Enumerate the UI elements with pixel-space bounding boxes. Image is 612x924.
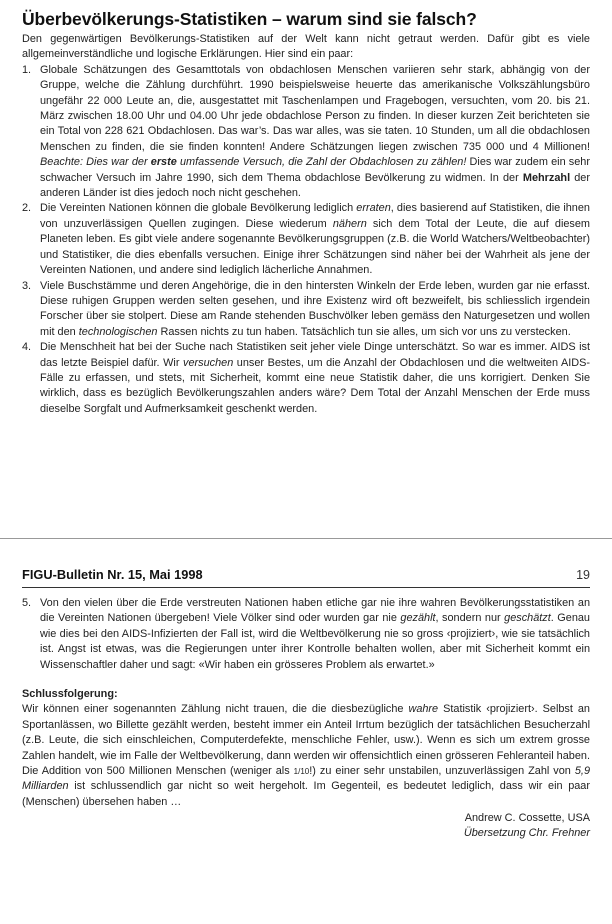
emphasis-bold-text: erste <box>150 156 177 169</box>
list-item-text: der anderen Länder ist dies jedoch noch nicht geschehen. <box>40 171 590 200</box>
emphasis-text: versuchen <box>183 356 234 369</box>
conclusion-paragraph <box>22 702 590 810</box>
emphasis-text: technologischen <box>78 325 158 338</box>
list-item-3 <box>22 279 590 341</box>
emphasis-text: nähern <box>332 217 367 230</box>
list-item-text: Von den vielen über die Erde verstreuten Nationen haben etliche gar nie ihre wahren Bevölkerungsstatistiken an die Vereinten Nationen übergeben! Viele Völker sind oder wurden gar nie <box>40 597 590 625</box>
conclusion-text: ist schlussendlich gar nicht so weit hergeholt. Im Gegenteil, es bedeutet lediglich, dass wir ein paar (Menschen) übersehen haben … <box>22 780 590 808</box>
list-item-text: Die Menschheit hat bei der Suche nach Statistiken seit jeher viele Dinge unterschätzt. So war es immer. AIDS ist das letzte Beispiel dafür. Wir <box>40 341 590 369</box>
list-item-text: Rassen nichts zu tun haben. Tatsächlich tun sie alles, um sich vor uns zu verstecken. <box>157 325 571 338</box>
list-item-text: Dies war zudem ein sehr schwacher Versuch im Jahre 1990, sich dem Thema obdachlose Bevölkerung zu widmen. In der <box>40 156 590 184</box>
header-rule <box>22 587 590 588</box>
byline <box>22 811 590 841</box>
emphasis-text: umfassende Versuch, die Zahl der Obdachlosen zu zählen! <box>176 156 467 169</box>
list-item-text: Viele Buschstämme und deren Angehörige, die in den hintersten Winkeln der Erde leben, wurden gar nie erfasst. Diese ruhigen Gruppen werden selten gesehen, und ihre Existenz wird oft bezweifelt, bis schliesslich irgendein Forscher über sie stolpert. Diese am Rande stehenden Buschvölker leben gemäss den Naturgesetzen und wollen mit den <box>40 279 590 338</box>
list-item-text: unser Bestes, um die Anzahl der Obdachlosen und die weltweiten AIDS-Fälle zu erfassen, und stets, mit Sicherheit, kommt eine neue Statistik daher, die uns korrigiert. Denken Sie wirklich, dass es bezüglich Bevölkerungszahlen anders wäre? Dem Total der Anzahl Menschen der Erde muss dieselbe Sorgfalt und Aufmerksamkeit geschenkt werden. <box>40 356 590 415</box>
list-number: 3. <box>22 279 32 292</box>
list-item-text: Globale Schätzungen des Gesamttotals von obdachlosen Menschen variieren sehr stark, abhängig von der Gruppe, welche die Zählung durchführt. 1990 beispielsweise heuerte das amerikanische Volkszählungsbüro ungefähr 22 000 Leute an, die, ausgestattet mit Taschenlampen und Fragebogen, versuchten, vom 20. bis 21. März zwischen 18.00 Uhr und 04.00 Uhr jede obdachlose Person zu finden. In dieser kurzen Zeit berichteten sie ein Total von 228 621 Obdachlosen. Das war’s. Das war alles, was sie taten. 10 Stunden, um all die obdachlosen Menschen zu finden, die sie finden konnten! Andere Schätzungen liegen zwischen 735 000 und 4 Millionen! <box>40 63 590 153</box>
emphasis-text: erraten <box>356 202 391 215</box>
page-number: 19 <box>576 568 590 582</box>
bold-text: Mehrzahl <box>522 171 571 184</box>
emphasis-text: 5,9 Milliarden <box>22 765 590 793</box>
list-number: 2. <box>22 202 32 215</box>
emphasis-text: geschätzt <box>504 612 551 625</box>
list-item-2 <box>22 201 590 278</box>
conclusion-text: Statistik ‹projiziert›. Selbst an Sportanlässen, wo Billette gezählt werden, besteht immer ein Anteil Irrtum bezüglich der tatsächlichen Besucherzahl (z.B. Leute, die sich einschleichen, Computerdefekte, menschliche Fehler, usw.). Wenn es sich um extrem grosse Zahlen handelt, wie im Falle der Weltbevölkerung, dann werden wir offensichtlich einen grösseren Fehleranteil haben. Die Addition von 500 Millionen Menschen (weniger als <box>22 703 590 778</box>
list-number: 4. <box>22 341 32 354</box>
list-item-5 <box>22 596 590 673</box>
emphasis-text: gezählt <box>400 612 436 625</box>
list-item-text: , sondern nur <box>435 612 505 625</box>
list-item-1 <box>22 63 590 202</box>
conclusion-text: !) zu einer sehr unstabilen, unzuverlässigen Zahl von <box>309 765 575 778</box>
article-page-top <box>22 8 590 417</box>
article-page-bottom <box>22 596 590 841</box>
conclusion-text: Wir können einer sogenannten Zählung nicht trauen, die die diesbezügliche <box>22 703 409 716</box>
article-title: Überbevölkerungs-Statistiken – warum sind sie falsch? <box>22 9 477 29</box>
bulletin-header <box>22 567 590 582</box>
translation-credit: Übersetzung Chr. Frehner <box>463 827 590 840</box>
list-item-4 <box>22 340 590 417</box>
page-divider <box>0 538 612 539</box>
list-item-text: , dies basierend auf Statistiken, die ihnen von unzuverlässigen Quellen zugingen. Diese wiederum <box>40 202 590 230</box>
bulletin-title: FIGU-Bulletin Nr. 15, Mai 1998 <box>22 567 203 582</box>
conclusion-heading: Schlussfolgerung: <box>22 688 118 701</box>
list-number: 1. <box>22 63 32 76</box>
list-item-text: Die Vereinten Nationen können die globale Bevölkerung lediglich <box>40 202 357 215</box>
article-intro: Den gegenwärtigen Bevölkerungs-Statistiken auf der Welt kann nicht getraut werden. Dafür gibt es viele allgemeinverständliche und logische Erklärungen. Hier sind ein paar: <box>22 33 590 61</box>
list-item-text: . Genau wie dies bei den AIDS-Infizierten der Fall ist, wird die Weltbevölkerung nie so gross ‹projiziert›, wie sie tatsächlich ist. Angst ist etwas, was die Regierungen unter ihrer Kontrolle behalten wollen, aber mit Sicherheit kommt ein Wissenschaftler daher und sagt: «Wir haben ein grösseres Problem als erwartet.» <box>40 612 590 671</box>
emphasis-text: Beachte: Dies war der <box>40 156 151 169</box>
list-item-text: sich dem Total der Leute, die auf diesem Planeten leben. Es gibt viele andere sogenannte Bevölkerungsgruppen (z.B. die World Watchers/Weltbeobachter) und Statistiker, die dies ebenfalls versuchen. Einige ihrer Schätzungen sind näher bei der Wahrheit als jene der Vereinten Nationen, und andere sind lediglich lächerliche Annahmen. <box>40 217 590 277</box>
emphasis-text: wahre <box>408 703 439 716</box>
list-number: 5. <box>22 597 32 609</box>
article-list <box>22 63 590 417</box>
author: Andrew C. Cossette, USA <box>464 812 590 825</box>
fraction: 1/10 <box>293 767 310 777</box>
